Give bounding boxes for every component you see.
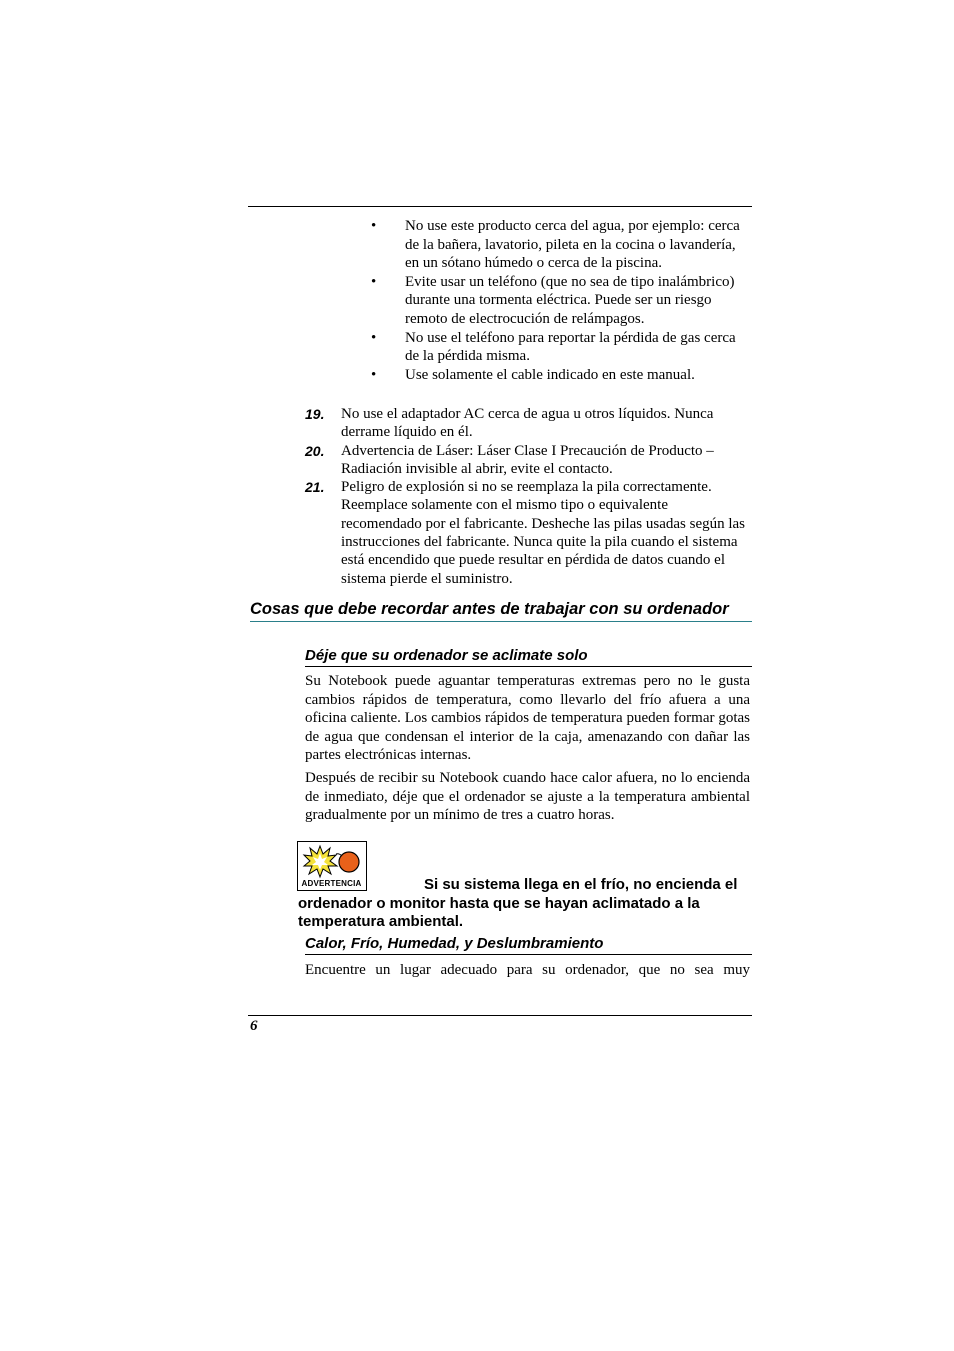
item-text: Peligro de explosión si no se reemplaza la pila correctamente. Reemplace solamente con el mismo tipo o equivalente recomendado por el fabricante. Desheche las pilas usadas según las instrucciones del fabricante. Nunca quite la pila cuando el sistema está encendido que puede resultar en pérdida de datos cuando el sistema pierde el suministro.	[341, 479, 746, 587]
list-item	[360, 273, 752, 329]
bullet-dot: •	[371, 366, 377, 383]
list-item	[360, 366, 752, 385]
top-rule	[248, 206, 752, 207]
item-number: 20.	[305, 442, 325, 459]
bottom-rule	[248, 1015, 752, 1016]
bullet-list	[360, 217, 752, 384]
bullet-text: Evite usar un teléfono (que no sea de tipo inalámbrico) durante una tormenta eléctrica. Puede ser un riesgo remoto de electrocución de relámpagos.	[405, 273, 735, 327]
item-text: No use el adaptador AC cerca de agua u otros líquidos. Nunca derrame líquido en él.	[341, 406, 714, 441]
list-item	[360, 329, 752, 366]
item-number: 19.	[305, 406, 325, 422]
subheading-acclimate: Déje que su ordenador se aclimate solo	[305, 646, 752, 667]
list-item	[305, 405, 752, 442]
item-number: 21.	[305, 479, 325, 496]
item-text: Advertencia de Láser: Láser Clase I Precaución de Producto – Radiación invisible al abrir, evite el contacto.	[341, 442, 714, 477]
bullet-text: No use este producto cerca del agua, por ejemplo: cerca de la bañera, lavatorio, pileta en la cocina o lavandería, en un sótano húmedo o cerca de la piscina.	[405, 218, 740, 272]
warning-text: Si su sistema llega en el frío, no encienda el ordenador o monitor hasta que se hayan aclimatado a la temperatura ambiental.	[298, 876, 738, 931]
bullet-dot: •	[371, 329, 377, 346]
bullet-dot: •	[371, 218, 377, 234]
paragraph-location: Encuentre un lugar adecuado para su ordenador, que no sea muy	[305, 962, 750, 978]
paragraph-after-receiving: Después de recibir su Notebook cuando hace calor afuera, no lo encienda de inmediato, déje que el ordenador se ajuste a la temperatura ambiental gradualmente por un mínimo de tres a cuatro horas.	[305, 770, 750, 824]
list-item	[305, 478, 752, 588]
warning-label: ADVERTENCIA	[301, 879, 362, 888]
bullet-text: Use solamente el cable indicado en este manual.	[405, 366, 695, 383]
page-number: 6	[250, 1018, 258, 1034]
bullet-text: No use el teléfono para reportar la pérdida de gas cerca de la pérdida misma.	[405, 329, 736, 365]
subheading-heat-cold: Calor, Frío, Humedad, y Deslumbramiento	[305, 934, 752, 955]
section-heading: Cosas que debe recordar antes de trabajar con su ordenador	[250, 599, 752, 622]
list-item	[360, 217, 752, 273]
paragraph-temperature: Su Notebook puede aguantar temperaturas extremas pero no le gusta cambios rápidos de temperatura, como llevarlo del frío afuera a una oficina caliente. Los cambios rápidos de temperatura pueden formar gotas de agua que condensan el interior de la caja, amenazando con dañar las partes electrónicas internas.	[305, 673, 750, 764]
numbered-list	[305, 405, 752, 588]
bullet-dot: •	[371, 273, 377, 290]
list-item	[305, 442, 752, 479]
